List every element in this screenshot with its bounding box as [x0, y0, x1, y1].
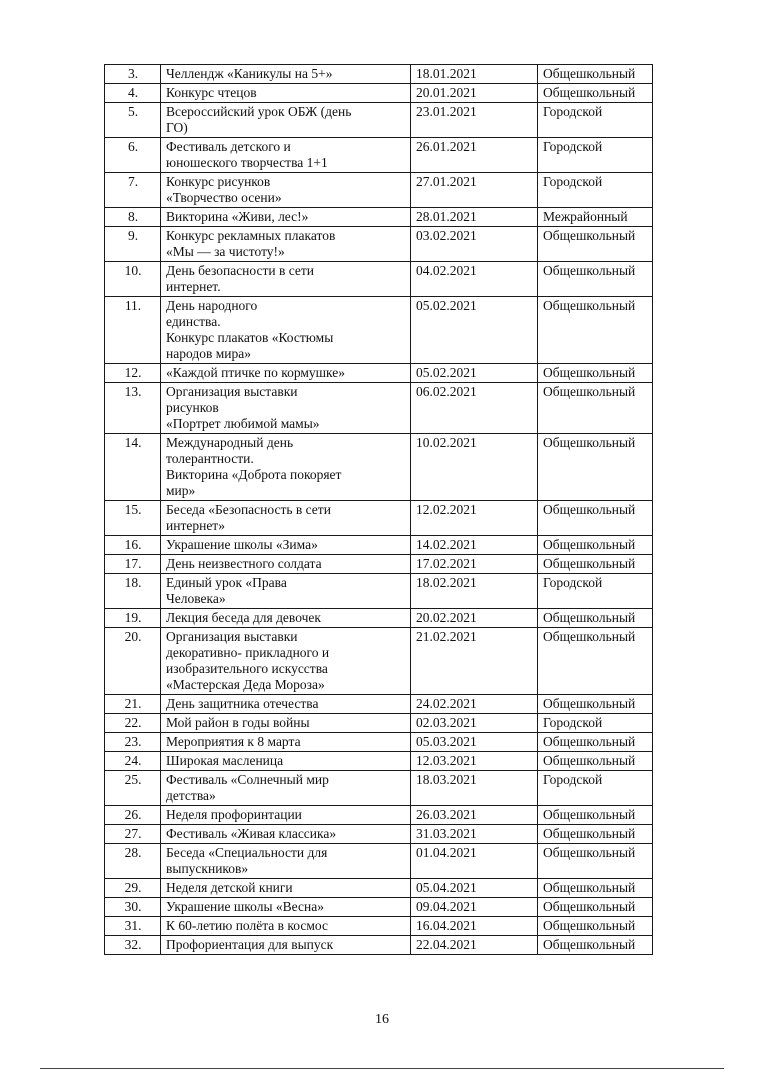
- event-date: 05.03.2021: [411, 733, 538, 752]
- row-number: 32.: [105, 936, 161, 955]
- event-name: День безопасности в сети интернет.: [161, 262, 411, 297]
- event-name: День неизвестного солдата: [161, 555, 411, 574]
- event-name: Фестиваль детского и юношеского творчества 1+1: [161, 138, 411, 173]
- table-row: [105, 917, 653, 936]
- event-name: День защитника отечества: [161, 695, 411, 714]
- event-level: Общешкольный: [538, 844, 653, 879]
- table-row: [105, 103, 653, 138]
- event-name: Челлендж «Каникулы на 5+»: [161, 65, 411, 84]
- event-date: 22.04.2021: [411, 936, 538, 955]
- event-level: Общешкольный: [538, 227, 653, 262]
- table-row: [105, 84, 653, 103]
- row-number: 4.: [105, 84, 161, 103]
- table-row: [105, 138, 653, 173]
- event-date: 20.01.2021: [411, 84, 538, 103]
- event-date: 10.02.2021: [411, 434, 538, 501]
- event-level: Общешкольный: [538, 752, 653, 771]
- event-date: 09.04.2021: [411, 898, 538, 917]
- event-level: Городской: [538, 103, 653, 138]
- row-number: 15.: [105, 501, 161, 536]
- row-number: 11.: [105, 297, 161, 364]
- table-row: [105, 714, 653, 733]
- table-row: [105, 501, 653, 536]
- event-level: Общешкольный: [538, 628, 653, 695]
- event-level: Общешкольный: [538, 364, 653, 383]
- event-level: Межрайонный: [538, 208, 653, 227]
- event-level: Общешкольный: [538, 917, 653, 936]
- table-row: [105, 936, 653, 955]
- event-level: Городской: [538, 771, 653, 806]
- event-date: 18.03.2021: [411, 771, 538, 806]
- row-number: 22.: [105, 714, 161, 733]
- table-row: [105, 695, 653, 714]
- row-number: 13.: [105, 383, 161, 434]
- event-name: Фестиваль «Солнечный мир детства»: [161, 771, 411, 806]
- event-name: Украшение школы «Весна»: [161, 898, 411, 917]
- event-level: Общешкольный: [538, 262, 653, 297]
- row-number: 17.: [105, 555, 161, 574]
- event-date: 14.02.2021: [411, 536, 538, 555]
- event-level: Городской: [538, 138, 653, 173]
- event-name: День народного единства. Конкурс плакатов «Костюмы народов мира»: [161, 297, 411, 364]
- event-date: 21.02.2021: [411, 628, 538, 695]
- table-row: [105, 227, 653, 262]
- event-date: 02.03.2021: [411, 714, 538, 733]
- event-name: Международный день толерантности. Викторина «Доброта покоряет мир»: [161, 434, 411, 501]
- event-name: Мероприятия к 8 марта: [161, 733, 411, 752]
- event-name: Организация выставки декоративно- прикладного и изобразительного искусства «Мастерская Деда Мороза»: [161, 628, 411, 695]
- event-level: Общешкольный: [538, 825, 653, 844]
- table-row: [105, 536, 653, 555]
- row-number: 3.: [105, 65, 161, 84]
- row-number: 16.: [105, 536, 161, 555]
- table-row: [105, 771, 653, 806]
- event-date: 20.02.2021: [411, 609, 538, 628]
- row-number: 14.: [105, 434, 161, 501]
- event-name: Профориентация для выпуск: [161, 936, 411, 955]
- event-name: «Каждой птичке по кормушке»: [161, 364, 411, 383]
- row-number: 6.: [105, 138, 161, 173]
- event-date: 28.01.2021: [411, 208, 538, 227]
- event-date: 12.03.2021: [411, 752, 538, 771]
- event-level: Общешкольный: [538, 806, 653, 825]
- event-level: Общешкольный: [538, 501, 653, 536]
- table-row: [105, 825, 653, 844]
- event-level: Общешкольный: [538, 695, 653, 714]
- event-date: 12.02.2021: [411, 501, 538, 536]
- event-level: Городской: [538, 574, 653, 609]
- event-level: Общешкольный: [538, 65, 653, 84]
- event-date: 01.04.2021: [411, 844, 538, 879]
- events-table: [104, 64, 653, 955]
- event-level: Общешкольный: [538, 84, 653, 103]
- event-name: Неделя профоринтации: [161, 806, 411, 825]
- table-row: [105, 806, 653, 825]
- event-date: 05.02.2021: [411, 364, 538, 383]
- table-row: [105, 297, 653, 364]
- events-table-body: [105, 65, 653, 955]
- event-name: Украшение школы «Зима»: [161, 536, 411, 555]
- event-date: 31.03.2021: [411, 825, 538, 844]
- table-row: [105, 628, 653, 695]
- event-name: Широкая масленица: [161, 752, 411, 771]
- table-row: [105, 844, 653, 879]
- event-level: Общешкольный: [538, 383, 653, 434]
- event-name: Мой район в годы войны: [161, 714, 411, 733]
- table-row: [105, 555, 653, 574]
- row-number: 30.: [105, 898, 161, 917]
- table-row: [105, 879, 653, 898]
- row-number: 8.: [105, 208, 161, 227]
- event-name: Единый урок «Права Человека»: [161, 574, 411, 609]
- event-name: К 60-летию полёта в космос: [161, 917, 411, 936]
- row-number: 12.: [105, 364, 161, 383]
- event-name: Лекция беседа для девочек: [161, 609, 411, 628]
- event-date: 06.02.2021: [411, 383, 538, 434]
- row-number: 28.: [105, 844, 161, 879]
- event-date: 16.04.2021: [411, 917, 538, 936]
- event-level: Городской: [538, 714, 653, 733]
- event-level: Общешкольный: [538, 898, 653, 917]
- event-date: 26.03.2021: [411, 806, 538, 825]
- event-name: Конкурс чтецов: [161, 84, 411, 103]
- event-level: Общешкольный: [538, 879, 653, 898]
- event-date: 05.02.2021: [411, 297, 538, 364]
- table-row: [105, 208, 653, 227]
- table-row: [105, 434, 653, 501]
- footer-divider: [40, 1068, 724, 1069]
- event-name: Конкурс рекламных плакатов «Мы — за чистоту!»: [161, 227, 411, 262]
- table-row: [105, 65, 653, 84]
- table-row: [105, 262, 653, 297]
- table-row: [105, 383, 653, 434]
- event-level: Общешкольный: [538, 297, 653, 364]
- event-date: 26.01.2021: [411, 138, 538, 173]
- row-number: 7.: [105, 173, 161, 208]
- table-row: [105, 609, 653, 628]
- row-number: 20.: [105, 628, 161, 695]
- row-number: 5.: [105, 103, 161, 138]
- event-name: Организация выставки рисунков «Портрет любимой мамы»: [161, 383, 411, 434]
- event-level: Общешкольный: [538, 936, 653, 955]
- event-name: Беседа «Специальности для выпускников»: [161, 844, 411, 879]
- event-name: Всероссийский урок ОБЖ (день ГО): [161, 103, 411, 138]
- page-number: 16: [375, 1012, 389, 1027]
- row-number: 29.: [105, 879, 161, 898]
- event-date: 04.02.2021: [411, 262, 538, 297]
- event-level: Общешкольный: [538, 434, 653, 501]
- event-name: Неделя детской книги: [161, 879, 411, 898]
- table-row: [105, 733, 653, 752]
- table-row: [105, 364, 653, 383]
- event-date: 27.01.2021: [411, 173, 538, 208]
- event-name: Беседа «Безопасность в сети интернет»: [161, 501, 411, 536]
- row-number: 25.: [105, 771, 161, 806]
- table-row: [105, 898, 653, 917]
- row-number: 21.: [105, 695, 161, 714]
- table-row: [105, 173, 653, 208]
- event-level: Общешкольный: [538, 555, 653, 574]
- event-date: 17.02.2021: [411, 555, 538, 574]
- event-date: 18.01.2021: [411, 65, 538, 84]
- row-number: 27.: [105, 825, 161, 844]
- event-level: Городской: [538, 173, 653, 208]
- table-row: [105, 574, 653, 609]
- row-number: 18.: [105, 574, 161, 609]
- event-name: Конкурс рисунков «Творчество осени»: [161, 173, 411, 208]
- row-number: 10.: [105, 262, 161, 297]
- event-level: Общешкольный: [538, 536, 653, 555]
- row-number: 19.: [105, 609, 161, 628]
- row-number: 31.: [105, 917, 161, 936]
- row-number: 23.: [105, 733, 161, 752]
- event-level: Общешкольный: [538, 733, 653, 752]
- event-date: 23.01.2021: [411, 103, 538, 138]
- row-number: 24.: [105, 752, 161, 771]
- event-name: Викторина «Живи, лес!»: [161, 208, 411, 227]
- event-date: 18.02.2021: [411, 574, 538, 609]
- event-date: 05.04.2021: [411, 879, 538, 898]
- event-name: Фестиваль «Живая классика»: [161, 825, 411, 844]
- event-date: 24.02.2021: [411, 695, 538, 714]
- row-number: 26.: [105, 806, 161, 825]
- row-number: 9.: [105, 227, 161, 262]
- table-row: [105, 752, 653, 771]
- event-date: 03.02.2021: [411, 227, 538, 262]
- event-level: Общешкольный: [538, 609, 653, 628]
